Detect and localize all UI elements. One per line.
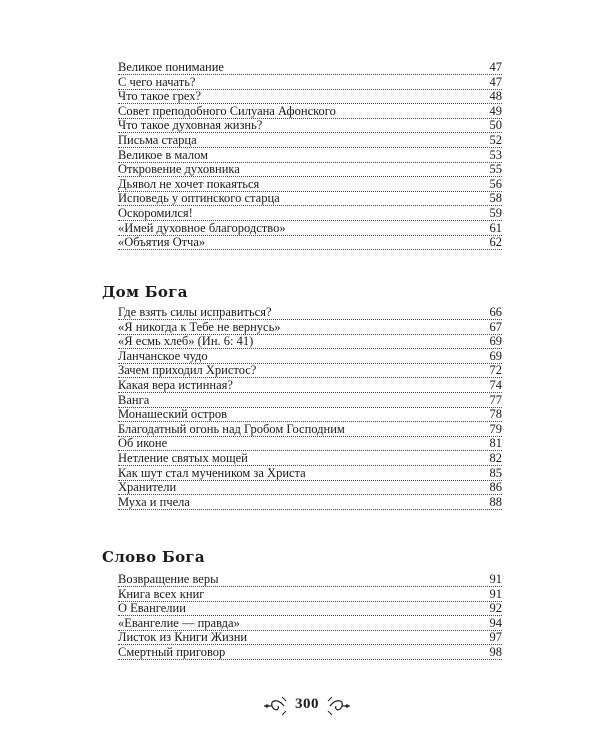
toc-entry-page: 91 bbox=[489, 572, 502, 586]
toc-entry-title: Возвращение веры bbox=[118, 572, 219, 586]
toc-entry-page: 47 bbox=[489, 74, 502, 89]
toc-entry[interactable] bbox=[118, 465, 502, 481]
toc-entry-page: 53 bbox=[489, 147, 502, 162]
toc-entry-title: Что такое духовная жизнь? bbox=[118, 118, 263, 133]
toc-entry-title: Зачем приходил Христос? bbox=[118, 363, 257, 378]
toc-entry[interactable] bbox=[118, 406, 502, 422]
toc-entry[interactable] bbox=[118, 304, 502, 320]
toc-entry-title: Благодатный огонь над Гробом Господним bbox=[118, 421, 345, 436]
toc-entry-title: «Объятия Отча» bbox=[118, 235, 206, 250]
toc-entry[interactable] bbox=[118, 176, 502, 192]
toc-entry-title: О Евангелии bbox=[118, 601, 186, 616]
toc-entry-page: 78 bbox=[489, 407, 502, 422]
toc-entry-page: 79 bbox=[489, 421, 502, 436]
section-heading: Дом Бога bbox=[102, 283, 188, 301]
toc-entry[interactable] bbox=[118, 161, 502, 177]
toc-entry-title: Книга всех книг bbox=[118, 586, 205, 601]
toc-entry-page: 97 bbox=[489, 630, 502, 645]
toc-entry[interactable] bbox=[118, 392, 502, 408]
toc-entry-page: 56 bbox=[489, 176, 502, 191]
toc-entry[interactable] bbox=[118, 147, 502, 163]
toc-entry[interactable] bbox=[118, 319, 502, 335]
toc-entry-title: Какая вера истинная? bbox=[118, 378, 233, 392]
toc-entry-page: 77 bbox=[489, 392, 502, 407]
toc-entry-title: Хранители bbox=[118, 480, 177, 495]
toc-entry-page: 91 bbox=[489, 586, 502, 601]
toc-entry-title: Оскоромился! bbox=[118, 206, 193, 220]
toc-entry-page: 49 bbox=[489, 103, 502, 118]
toc-entry-page: 67 bbox=[489, 319, 502, 334]
toc-entry[interactable] bbox=[118, 571, 502, 587]
toc-entry-title: Листок из Книги Жизни bbox=[118, 630, 248, 645]
toc-entry-page: 72 bbox=[489, 363, 502, 378]
toc-entry-title: Монашеский остров bbox=[118, 407, 228, 422]
toc-entry-title: Дьявол не хочет покаяться bbox=[118, 176, 260, 191]
toc-entry-page: 66 bbox=[489, 305, 502, 319]
toc-entry-page: 69 bbox=[489, 348, 502, 363]
toc-entry-page: 74 bbox=[489, 378, 502, 392]
toc-entry[interactable] bbox=[118, 205, 502, 221]
page-number: 300 bbox=[295, 696, 319, 712]
toc-entry[interactable] bbox=[118, 190, 502, 206]
toc-entry-page: 82 bbox=[489, 451, 502, 465]
toc-entry-title: Великое в малом bbox=[118, 147, 208, 162]
toc-entry-title: Смертный приговор bbox=[118, 645, 226, 659]
toc-entry[interactable] bbox=[118, 59, 502, 75]
toc-entry-page: 86 bbox=[489, 480, 502, 495]
toc-entry[interactable] bbox=[118, 132, 502, 148]
toc-entry-page: 55 bbox=[489, 162, 502, 177]
toc-entry[interactable] bbox=[118, 377, 502, 393]
toc-entry[interactable] bbox=[118, 435, 502, 451]
toc-entry-title: Нетление святых мощей bbox=[118, 451, 248, 465]
toc-entry-page: 47 bbox=[489, 60, 502, 74]
toc-entry[interactable] bbox=[118, 103, 502, 119]
toc-entry[interactable] bbox=[118, 88, 502, 104]
toc-entry-page: 58 bbox=[489, 191, 502, 206]
toc-entry-page: 85 bbox=[489, 465, 502, 480]
toc-entry[interactable] bbox=[118, 421, 502, 437]
toc-entry-page: 59 bbox=[489, 206, 502, 220]
toc-entry-title: Где взять силы исправиться? bbox=[118, 305, 272, 319]
toc-entry-title: Муха и пчела bbox=[118, 494, 190, 509]
toc-entry-page: 81 bbox=[489, 436, 502, 451]
toc-entry[interactable] bbox=[118, 234, 502, 250]
toc-entry-page: 69 bbox=[489, 334, 502, 349]
toc-entry[interactable] bbox=[118, 117, 502, 133]
toc-entry[interactable] bbox=[118, 644, 502, 660]
toc-entry-page: 52 bbox=[489, 133, 502, 147]
toc-entry-page: 98 bbox=[489, 645, 502, 659]
toc-entry-page: 50 bbox=[489, 118, 502, 133]
toc-entry-title: Ванга bbox=[118, 392, 150, 407]
toc-entry-title: Письма старца bbox=[118, 133, 197, 147]
toc-entry-page: 92 bbox=[489, 601, 502, 616]
toc-entry[interactable] bbox=[118, 348, 502, 364]
toc-entry[interactable] bbox=[118, 615, 502, 631]
toc-entry-title: «Имей духовное благородство» bbox=[118, 220, 286, 235]
toc-entry-page: 61 bbox=[489, 220, 502, 235]
toc-entry[interactable] bbox=[118, 362, 502, 378]
toc-entry[interactable] bbox=[118, 450, 502, 466]
toc-entry[interactable] bbox=[118, 220, 502, 236]
toc-entry-title: Как шут стал мучеником за Христа bbox=[118, 465, 306, 480]
toc-entry-title: Ланчанское чудо bbox=[118, 348, 208, 363]
toc-entry-page: 62 bbox=[489, 235, 502, 250]
toc-entry-page: 94 bbox=[489, 615, 502, 630]
page-number-ornament bbox=[262, 692, 352, 720]
toc-entry[interactable] bbox=[118, 494, 502, 510]
toc-entry-title: Совет преподобного Силуана Афонского bbox=[118, 103, 336, 118]
toc-entry-title: Откровение духовника bbox=[118, 162, 240, 177]
toc-entry-title: «Я есмь хлеб» (Ин. 6: 41) bbox=[118, 334, 254, 349]
toc-entry-page: 48 bbox=[489, 89, 502, 104]
toc-entry[interactable] bbox=[118, 74, 502, 90]
toc-entry[interactable] bbox=[118, 629, 502, 645]
toc-entry[interactable] bbox=[118, 479, 502, 495]
toc-entry[interactable] bbox=[118, 600, 502, 616]
toc-entry-title: С чего начать? bbox=[118, 74, 196, 89]
toc-entry[interactable] bbox=[118, 333, 502, 349]
section-heading: Слово Бога bbox=[102, 548, 205, 566]
toc-entry-title: «Я никогда к Тебе не вернусь» bbox=[118, 319, 281, 334]
toc-entry-title: «Евангелие — правда» bbox=[118, 615, 240, 630]
toc-entry-title: Великое понимание bbox=[118, 60, 224, 74]
toc-entry-title: Исповедь у оптинского старца bbox=[118, 191, 280, 206]
toc-entry-title: Что такое грех? bbox=[118, 89, 202, 104]
toc-entry[interactable] bbox=[118, 586, 502, 602]
toc-entry-title: Об иконе bbox=[118, 436, 168, 451]
toc-entry-page: 88 bbox=[489, 494, 502, 509]
